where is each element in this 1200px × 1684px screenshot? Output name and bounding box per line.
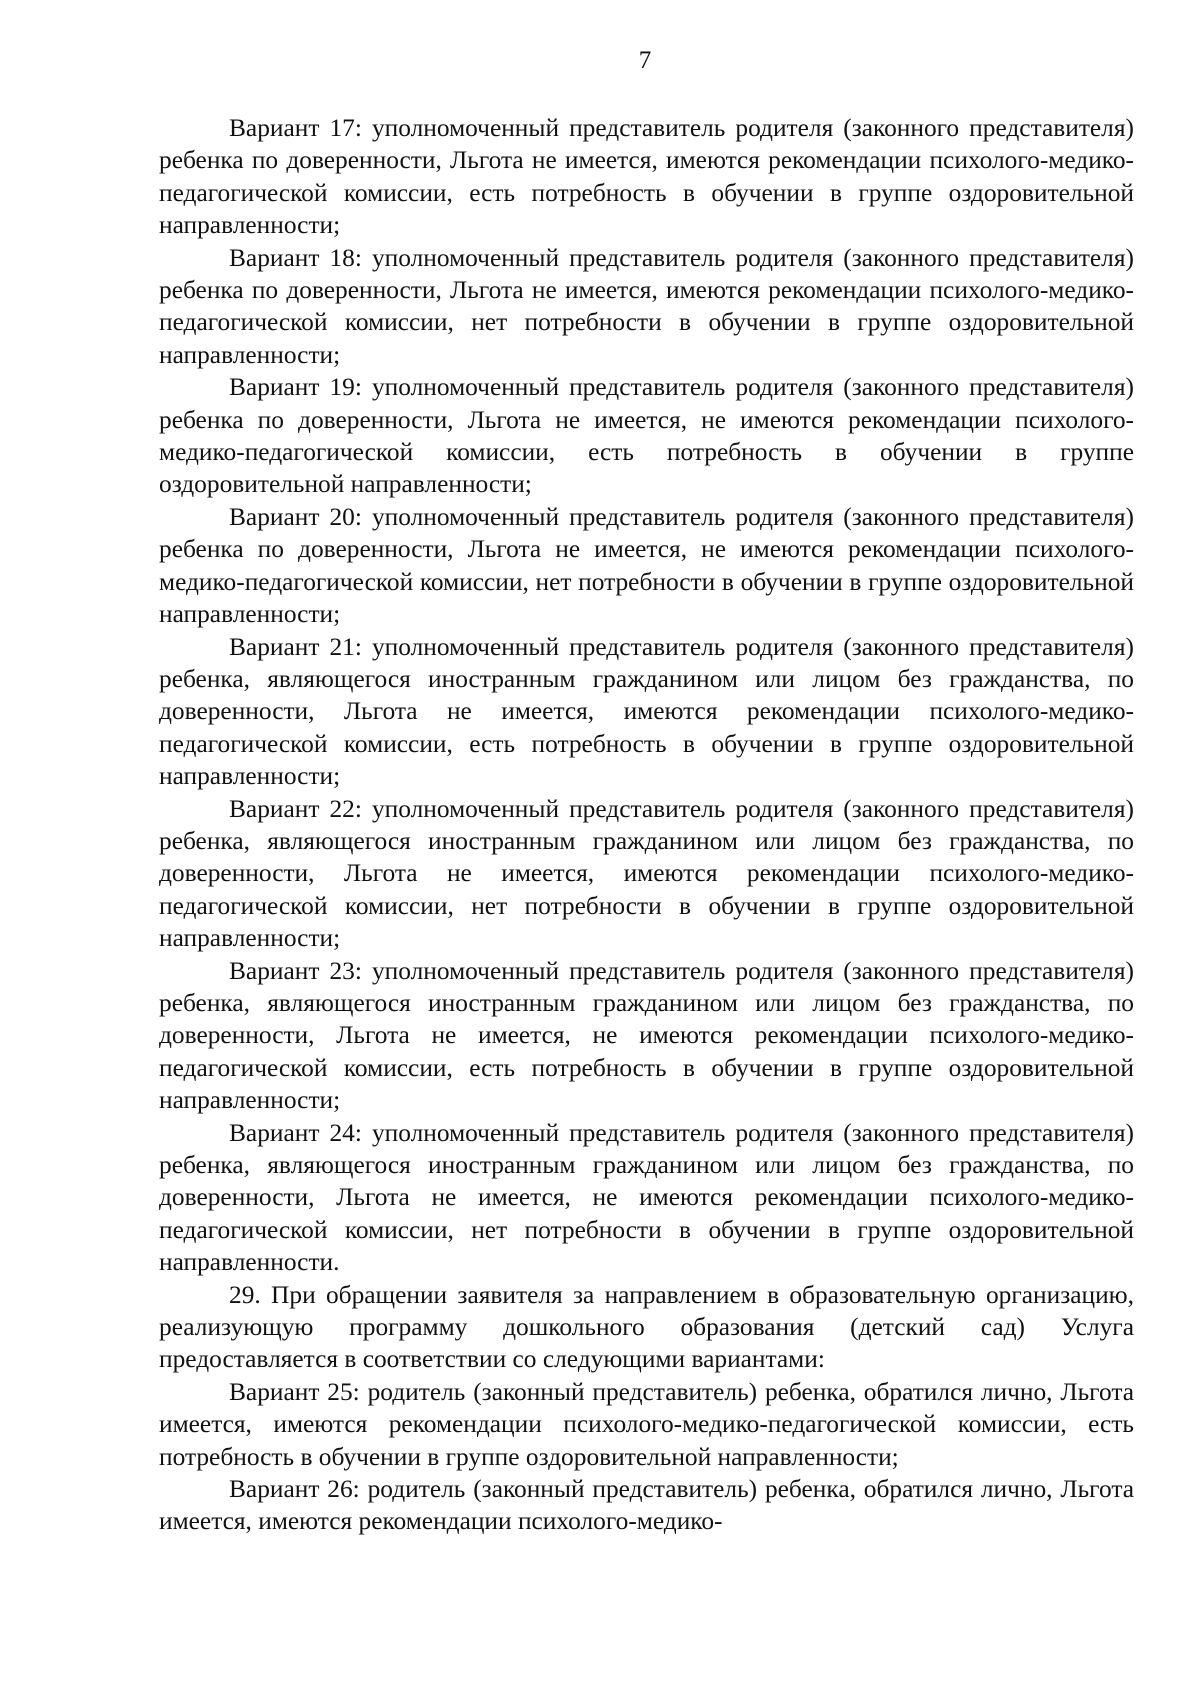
paragraph-variant-22: Вариант 22: уполномоченный представитель родителя (законного представителя) ребенка, являющегося иностранным гражданином или лицом без гражданства, по доверенности, Льгота не имеется, имеются рекомендации психолого-медико-педагогической комиссии, нет потребности в обучении в группе оздоровительной направленности;: [159, 794, 1134, 953]
paragraph-variant-23: Вариант 23: уполномоченный представитель родителя (законного представителя) ребенка, являющегося иностранным гражданином или лицом без гражданства, по доверенности, Льгота не имеется, не имеются рекомендации психолого-медико-педагогической комиссии, есть потребность в обучении в группе оздоровительной направленности;: [159, 956, 1134, 1115]
paragraph-variant-21: Вариант 21: уполномоченный представитель родителя (законного представителя) ребенка, являющегося иностранным гражданином или лицом без гражданства, по доверенности, Льгота не имеется, имеются рекомендации психолого-медико-педагогической комиссии, есть потребность в обучении в группе оздоровительной направленности;: [159, 632, 1134, 791]
paragraph-variant-20: Вариант 20: уполномоченный представитель родителя (законного представителя) ребенка по доверенности, Льгота не имеется, не имеются рекомендации психолого-медико-педагогической комиссии, нет потребности в обучении в группе оздоровительной направленности;: [159, 502, 1134, 629]
paragraph-variant-19: Вариант 19: уполномоченный представитель родителя (законного представителя) ребенка по доверенности, Льгота не имеется, не имеются рекомендации психолого-медико-педагогической комиссии, есть потребность в обучении в группе оздоровительной направленности;: [159, 373, 1134, 499]
paragraph-variant-17: Вариант 17: уполномоченный представитель родителя (законного представителя) ребенка по доверенности, Льгота не имеется, имеются рекомендации психолого-медико-педагогической комиссии, есть потребность в обучении в группе оздоровительной направленности;: [159, 114, 1134, 240]
paragraph-variant-18: Вариант 18: уполномоченный представитель родителя (законного представителя) ребенка по доверенности, Льгота не имеется, имеются рекомендации психолого-медико-педагогической комиссии, нет потребности в обучении в группе оздоровительной направленности;: [159, 243, 1134, 369]
paragraph-variant-26: Вариант 26: родитель (законный представитель) ребенка, обратился лично, Льгота имеется, имеются рекомендации психолого-медико-: [159, 1475, 1134, 1536]
page-number: 7: [638, 47, 652, 74]
document-body: [159, 112, 1134, 1538]
paragraph-variant-24: Вариант 24: уполномоченный представитель родителя (законного представителя) ребенка, являющегося иностранным гражданином или лицом без гражданства, по доверенности, Льгота не имеется, не имеются рекомендации психолого-медико-педагогической комиссии, нет потребности в обучении в группе оздоровительной направленности.: [159, 1118, 1134, 1277]
paragraph-variant-25: Вариант 25: родитель (законный представитель) ребенка, обратился лично, Льгота имеется, имеются рекомендации психолого-медико-педагогической комиссии, есть потребность в обучении в группе оздоровительной направленности;: [159, 1377, 1134, 1471]
paragraph-item-29: 29. При обращении заявителя за направлением в образовательную организацию, реализующую программу дошкольного образования (детский сад) Услуга предоставляется в соответствии со следующими вариантами:: [159, 1280, 1134, 1374]
